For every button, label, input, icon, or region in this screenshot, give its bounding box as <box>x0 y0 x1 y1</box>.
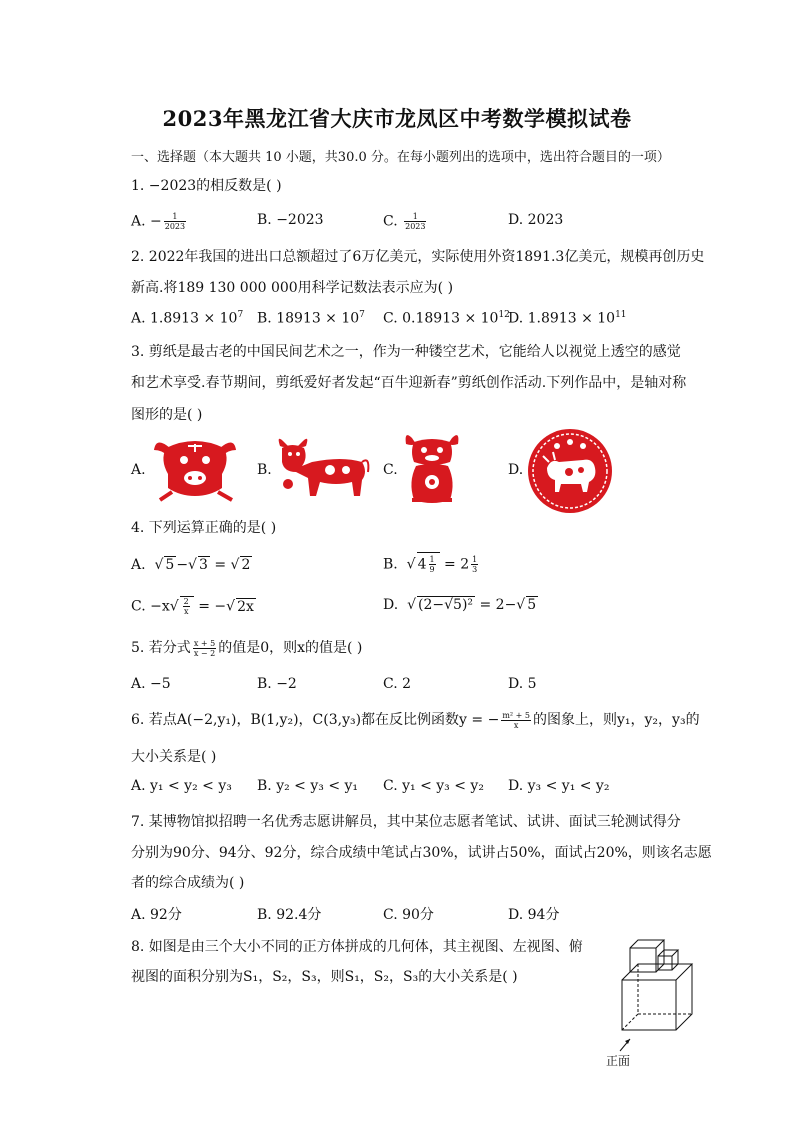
ox-paper-cut-image-a <box>150 430 240 506</box>
question-7-option-a: A. 92分 <box>131 907 182 923</box>
question-2-option-b: B. $18913 \times 10^7$ <box>257 310 365 327</box>
question-5-option-d: D. 5 <box>508 676 537 692</box>
question-4-stem: 4. 下列运算正确的是( ) <box>131 520 277 536</box>
question-7-option-d: D. 94分 <box>508 907 560 923</box>
question-1-stem: 1. −2023的相反数是( ) <box>131 178 282 194</box>
question-4-option-d: D. √ (2−√5)² = 2−√ 5 <box>383 597 537 613</box>
ox-paper-cut-image-b <box>272 432 372 504</box>
question-3-option-a-label: A. <box>131 462 146 478</box>
question-6-option-d: D. y₃ < y₁ < y₂ <box>508 778 610 794</box>
question-3-option-d-label: D. <box>508 462 524 478</box>
front-view-label: 正面 <box>606 1054 631 1068</box>
question-6-option-c: C. y₁ < y₃ < y₂ <box>383 778 484 794</box>
question-5-option-c: C. 2 <box>383 676 412 692</box>
question-5-option-a: A. −5 <box>131 676 171 692</box>
question-1-option-d: D. 2023 <box>508 212 564 228</box>
ox-paper-cut-image-c <box>402 430 462 510</box>
question-7-option-c: C. 90分 <box>383 907 434 923</box>
question-6-line-2: 大小关系是( ) <box>131 749 217 765</box>
cube-stack-figure <box>612 930 698 1044</box>
question-3-line-1: 3. 剪纸是最古老的中国民间艺术之一，作为一种镂空艺术，它能给人以视觉上透空的感觉 <box>131 344 681 360</box>
question-2-line-1: 2. 2022年我国的进出口总额超过了6万亿美元，实际使用外资1891.3亿美元，规模再创历史 <box>131 249 705 265</box>
question-2-option-c: C. $0.18913 \times 10^{12}$ <box>383 310 510 327</box>
question-3-option-b-label: B. <box>257 462 272 478</box>
question-6-option-a: A. y₁ < y₂ < y₃ <box>131 778 232 794</box>
question-7-line-2: 分别为90分、94分、92分，综合成绩中笔试占30%，试讲占50%，面试占20%，则该名志愿 <box>131 845 712 861</box>
question-2-option-a: A. $1.8913 \times 10^7$ <box>131 310 244 327</box>
question-8-line-1: 8. 如图是由三个大小不同的正方体拼成的几何体，其主视图、左视图、俯 <box>131 939 583 955</box>
question-7-option-b: B. 92.4分 <box>257 907 322 923</box>
question-1-option-c: C. $\frac{1}{2023}$ <box>383 212 426 231</box>
question-5-option-b: B. −2 <box>257 676 297 692</box>
question-6-option-b: B. y₂ < y₃ < y₁ <box>257 778 359 794</box>
ox-paper-cut-image-d <box>527 428 613 518</box>
question-6-line-1: 6. 若点A(−2,y₁)，B(1,y₂)，C(3,y₃)都在反比例函数y = − $\frac{\text{m² + 5}}{x}$ 的图象上，则y₁，y₂，y₃的 <box>131 710 700 730</box>
question-2-option-d: D. $1.8913 \times 10^{11}$ <box>508 310 627 327</box>
question-4-option-c: C. −x√ $\frac{2}{x}$ = −√ 2x <box>131 597 254 616</box>
question-7-line-3: 者的综合成绩为( ) <box>131 875 245 891</box>
question-2-line-2: 新高.将189 130 000 000用科学记数法表示应为( ) <box>131 280 454 296</box>
section-heading: 一、选择题（本大题共 10 小题，共30.0 分。在每小题列出的选项中，选出符合题目的一项） <box>131 150 670 165</box>
question-8-line-2: 视图的面积分别为S₁，S₂，S₃，则S₁，S₂，S₃的大小关系是( ) <box>131 969 518 985</box>
question-3-line-2: 和艺术享受.春节期间，剪纸爱好者发起“百牛迎新春”剪纸创作活动.下列作品中，是轴对称 <box>131 375 687 391</box>
question-7-line-1: 7. 某博物馆拟招聘一名优秀志愿讲解员，其中某位志愿者笔试、试讲、面试三轮测试得分 <box>131 814 681 830</box>
question-3-line-3: 图形的是( ) <box>131 407 203 423</box>
question-4-option-b: B. √ 4 $\frac{1}{9}$ = 2 $\frac{1}{3}$ <box>383 552 480 574</box>
question-3-option-c-label: C. <box>383 462 398 478</box>
question-1-option-a: A. − $\frac{1}{2023}$ <box>131 212 186 231</box>
question-4-option-a: A. √ 5 −√ 3 = √ 2 <box>131 557 251 573</box>
page-title: 2023年黑龙江省大庆市龙凤区中考数学模拟试卷 <box>162 106 632 131</box>
question-1-option-b: B. −2023 <box>257 212 324 228</box>
question-5-stem: 5. 若分式 $\frac{x + 5}{x - 2}$ 的值是0，则x的值是( ) <box>131 638 363 658</box>
